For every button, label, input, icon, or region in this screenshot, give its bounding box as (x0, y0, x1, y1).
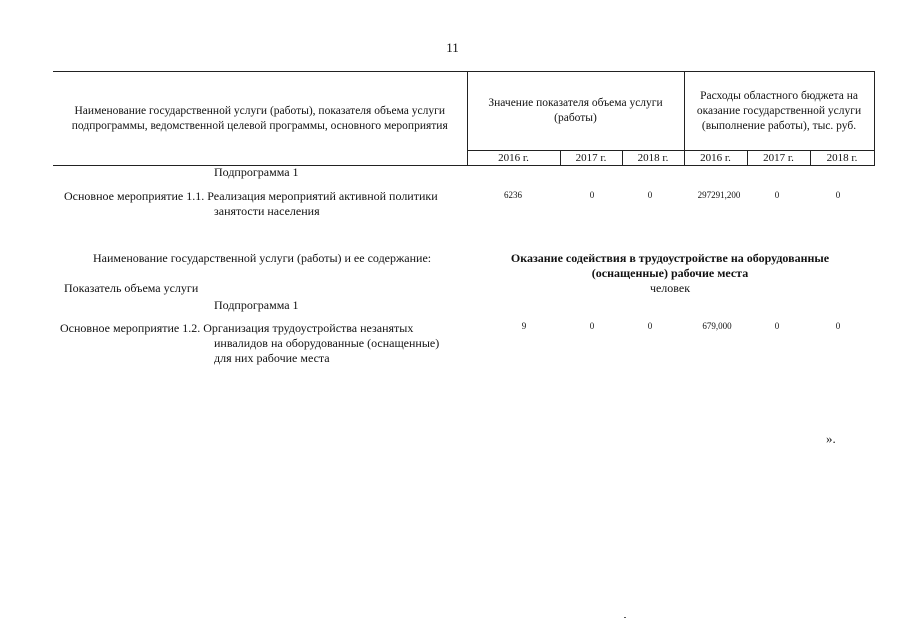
s1-value-2018: 0 (647, 190, 653, 200)
activity-1-2-line2: инвалидов на оборудованные (оснащенные) (214, 336, 440, 350)
indicator-label: Показатель объема услуги (64, 281, 199, 295)
year-value-2018: 2018 г. (622, 151, 684, 166)
service-name-line2: (оснащенные) рабочие места (591, 266, 749, 280)
s2-value-2017: 0 (589, 321, 595, 331)
activity-1-1-line2: занятости населения (214, 204, 320, 218)
header-name-cell: Наименование государственной услуги (работы), показателя объема услуги подпрограммы, ведомственной целевой программы, основного мероприятия (53, 72, 467, 166)
year-expense-2017: 2017 г. (747, 151, 810, 166)
header-value-cell: Значение показателя объема услуги (работы) (467, 72, 684, 151)
s2-expense-2016: 679,000 (702, 321, 732, 331)
s1-value-2016: 6236 (504, 190, 522, 200)
year-expense-2018: 2018 г. (810, 151, 874, 166)
s2-value-2018: 0 (647, 321, 653, 331)
year-expense-2016: 2016 г. (684, 151, 747, 166)
s2-expense-2017: 0 (774, 321, 780, 331)
year-value-2016: 2016 г. (467, 151, 560, 166)
service-name-line1: Оказание содействия в трудоустройстве на оборудованные (510, 251, 830, 265)
activity-1-2-line3: для них рабочие места (214, 351, 330, 365)
closing-mark: ». (826, 431, 836, 446)
header-expense-cell: Расходы областного бюджета на оказание государственной услуги (выполнение работы), тыс. руб. (684, 72, 874, 151)
activity-1-1-line1: Основное мероприятие 1.1. Реализация мероприятий активной политики (64, 189, 438, 203)
s2-value-2016: 9 (521, 321, 527, 331)
s1-expense-2017: 0 (774, 190, 780, 200)
page-number: 11 (446, 40, 459, 55)
year-value-2017: 2017 г. (560, 151, 622, 166)
header-table (53, 71, 875, 166)
s1-expense-2016: 297291,200 (697, 190, 741, 200)
activity-1-2-line1: Основное мероприятие 1.2. Организация трудоустройства незанятых (60, 321, 414, 335)
scan-speck (624, 617, 626, 618)
service-label: Наименование государственной услуги (работы) и ее содержание: (93, 251, 432, 265)
s1-value-2017: 0 (589, 190, 595, 200)
subprogram-1-label-2: Подпрограмма 1 (214, 298, 299, 312)
s1-expense-2018: 0 (835, 190, 841, 200)
subprogram-1-label: Подпрограмма 1 (214, 165, 299, 179)
s2-expense-2018: 0 (835, 321, 841, 331)
unit-label: человек (649, 281, 691, 295)
